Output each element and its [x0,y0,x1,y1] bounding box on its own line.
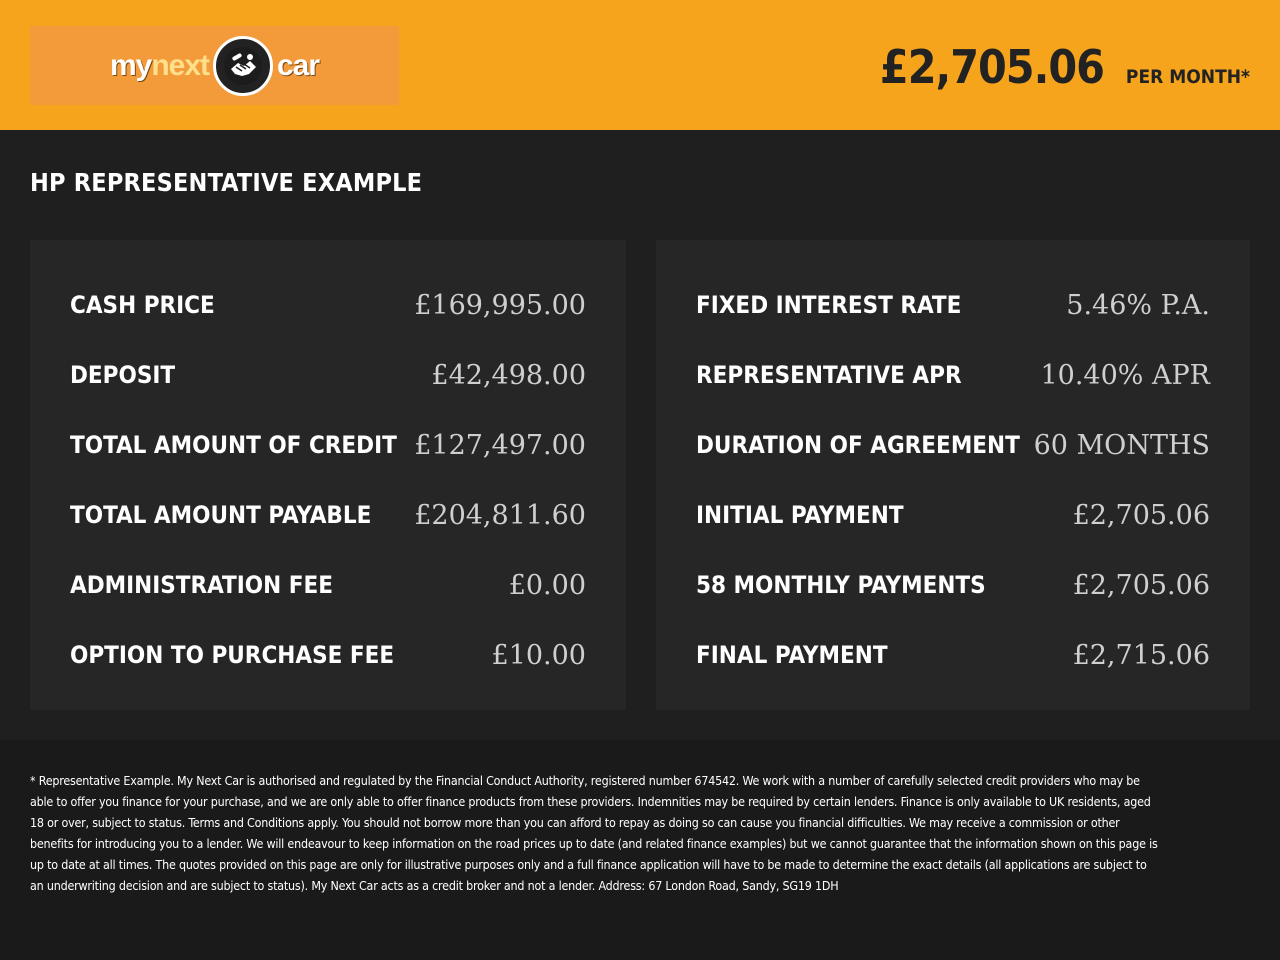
finance-row-value: £10.00 [491,639,586,671]
finance-row [70,565,586,605]
finance-row-label: CASH PRICE [70,291,215,319]
price-unit: PER MONTH* [1125,66,1250,88]
finance-row [70,355,586,395]
finance-row-label: TOTAL AMOUNT PAYABLE [70,501,372,529]
finance-row-label: DURATION OF AGREEMENT [696,431,1020,459]
finance-panel-right [656,240,1250,710]
finance-row-value: £0.00 [508,569,586,601]
finance-row [70,495,586,535]
finance-row [696,495,1210,535]
section-title: HP REPRESENTATIVE EXAMPLE [30,168,423,197]
finance-row-label: 58 MONTHLY PAYMENTS [696,571,986,599]
finance-row [70,425,586,465]
finance-row-label: INITIAL PAYMENT [696,501,904,529]
finance-row-value: £42,498.00 [431,359,586,391]
finance-row-label: FIXED INTEREST RATE [696,291,962,319]
finance-row-label: TOTAL AMOUNT OF CREDIT [70,431,397,459]
finance-row-label: DEPOSIT [70,361,176,389]
finance-row-value: 60 MONTHS [1033,429,1210,461]
finance-row [70,285,586,325]
finance-row-value: £2,705.06 [1072,499,1210,531]
finance-row-value: 10.40% APR [1040,359,1210,391]
finance-row [696,425,1210,465]
finance-row-value: £169,995.00 [414,289,586,321]
handshake-icon [213,36,273,96]
finance-row-label: FINAL PAYMENT [696,641,888,669]
monthly-price [880,40,1250,94]
logo-text-next: next [151,48,209,82]
finance-row-label: OPTION TO PURCHASE FEE [70,641,395,669]
finance-row [696,355,1210,395]
finance-row [696,565,1210,605]
finance-row-value: £2,715.06 [1072,639,1210,671]
finance-row-value: £2,705.06 [1072,569,1210,601]
finance-row-value: £204,811.60 [414,499,586,531]
header-bar [0,0,1280,130]
finance-panel-left [30,240,626,710]
price-amount: £2,705.06 [879,40,1104,94]
finance-row-value: 5.46% P.A. [1066,289,1210,321]
disclaimer-text: * Representative Example. My Next Car is authorised and regulated by the Financial Conduct Authority, registered number 674542. We work with a number of carefully selected credit providers who may be able to offer you finance for your purchase, and we are only able to offer finance products from these providers. Indemnities may be required by certain lenders. Finance is only available to UK residents, aged 18 or over, subject to status. Terms and Conditions apply. You should not borrow more than you can afford to repay as doing so can cause you financial difficulties. We may receive a commission or other benefits for introducing you to a lender. We will endeavour to keep information on the road prices up to date (and related finance examples) but we cannot guarantee that the information shown on this page is up to date at all times. The quotes provided on this page are only for illustrative purposes only and a full finance application will have to be made to determine the exact details (all applications are subject to an underwriting decision and are subject to status). My Next Car acts as a credit broker and not a lender. Address: 67 London Road, Sandy, SG19 1DH [30,773,1158,893]
finance-row-label: ADMINISTRATION FEE [70,571,333,599]
finance-row-value: £127,497.00 [414,429,586,461]
finance-row [696,635,1210,675]
brand-logo[interactable] [30,26,399,105]
finance-row [70,635,586,675]
finance-row [696,285,1210,325]
logo-text-my: my [109,48,152,82]
logo-text-car: car [277,48,320,82]
finance-row-label: REPRESENTATIVE APR [696,361,962,389]
